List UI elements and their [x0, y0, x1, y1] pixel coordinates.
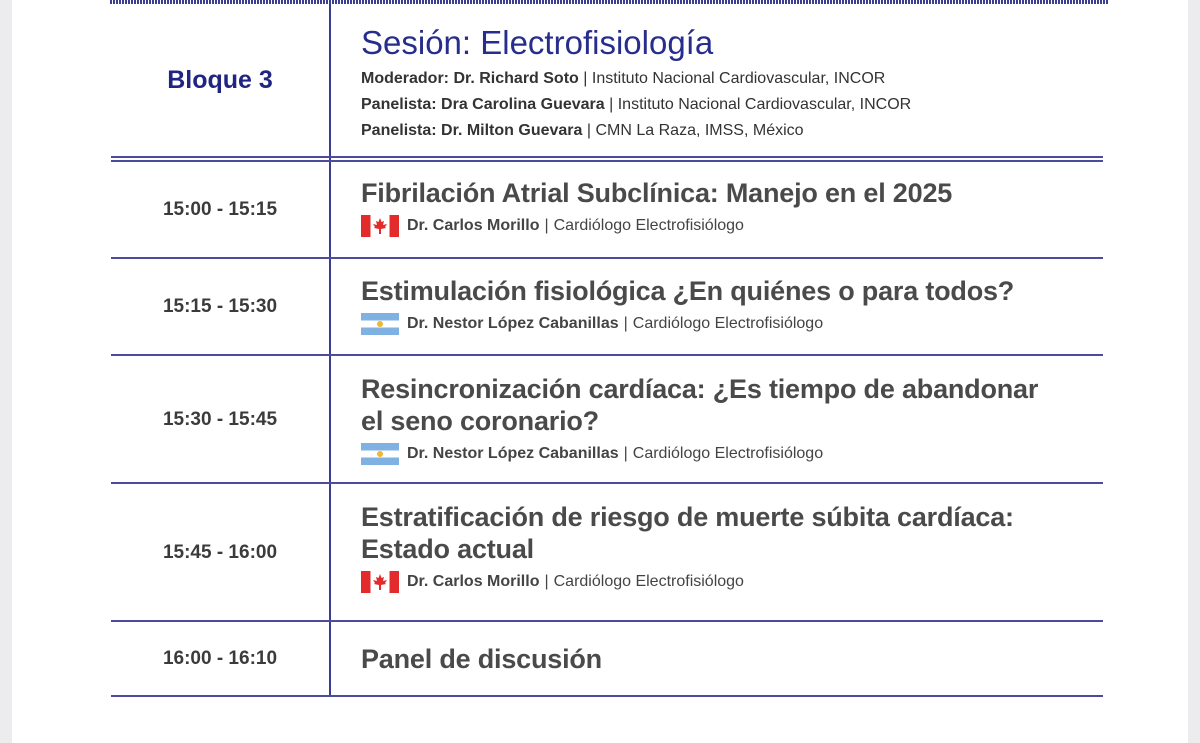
separator: | — [623, 445, 628, 462]
talk-title-line: Resincronización cardíaca: ¿Es tiempo de abandonar — [361, 374, 1039, 404]
session-title: Sesión: Electrofisiología — [361, 24, 714, 61]
talk-time: 16:00 - 16:10 — [162, 647, 278, 669]
separator: | — [609, 96, 614, 113]
speaker-line — [361, 571, 1101, 593]
speaker-line — [361, 215, 1101, 237]
person-affiliation: CMN La Raza, IMSS, México — [595, 122, 804, 139]
talk-title-line: Estado actual — [361, 534, 534, 564]
talk-row — [361, 501, 1101, 593]
argentina-flag-icon — [361, 313, 399, 335]
sun-icon — [377, 321, 383, 327]
person-affiliation: Instituto Nacional Cardiovascular, INCOR — [591, 70, 886, 87]
talk-row — [361, 177, 1101, 237]
speaker-name: Dr. Carlos Morillo — [407, 573, 540, 590]
separator: | — [586, 122, 592, 139]
person-name: Dr. Richard Soto — [453, 70, 579, 87]
canada-flag-icon — [361, 571, 399, 593]
talk-title-line: el seno coronario? — [361, 406, 599, 436]
person-affiliation: Instituto Nacional Cardiovascular, INCOR — [617, 96, 912, 113]
speaker-name: Dr. Nestor López Cabanillas — [407, 445, 619, 462]
block-label: Bloque 3 — [167, 66, 273, 94]
speaker-specialty: Cardiólogo Electrofisiólogo — [632, 445, 824, 462]
separator: | — [623, 315, 628, 332]
speaker-specialty: Cardiólogo Electrofisiólogo — [632, 315, 824, 332]
speaker-specialty: Cardiólogo Electrofisiólogo — [553, 573, 744, 590]
canada-flag-icon — [361, 215, 399, 237]
talk-time: 15:45 - 16:00 — [162, 541, 278, 563]
separator: | — [583, 70, 588, 87]
session-header — [361, 24, 1101, 144]
separator: | — [544, 217, 549, 234]
bottom-divider — [111, 695, 1103, 697]
speaker-name: Dr. Nestor López Cabanillas — [407, 315, 619, 332]
moderator-line — [361, 66, 1101, 92]
talk-time: 15:00 - 15:15 — [162, 198, 278, 220]
talk-time: 15:15 - 15:30 — [162, 295, 278, 317]
panelist-line — [361, 118, 1101, 144]
person-name: Dra Carolina Guevara — [441, 96, 605, 113]
talk-title: Fibrilación Atrial Subclínica: Manejo en el 2025 — [361, 178, 953, 208]
person-role: Moderador: — [361, 70, 449, 87]
talk-title: Estimulación fisiológica ¿En quiénes o para todos? — [361, 276, 1015, 306]
column-divider — [329, 4, 331, 696]
speaker-line — [361, 313, 1101, 335]
talk-time: 15:30 - 15:45 — [162, 408, 278, 430]
header-divider — [111, 156, 1103, 158]
talk-title: Panel de discusión — [361, 644, 602, 674]
talk-row — [361, 373, 1101, 465]
program-page — [12, 0, 1188, 743]
person-name: Dr. Milton Guevara — [441, 122, 583, 139]
talk-row — [361, 275, 1101, 335]
sun-icon — [377, 451, 383, 457]
separator: | — [544, 573, 549, 590]
speaker-specialty: Cardiólogo Electrofisiólogo — [553, 217, 744, 234]
person-role: Panelista: — [361, 122, 437, 139]
person-role: Panelista: — [361, 96, 437, 113]
panelist-line — [361, 92, 1101, 118]
speaker-name: Dr. Carlos Morillo — [407, 217, 540, 234]
talk-row — [361, 643, 1101, 675]
speaker-line — [361, 443, 1101, 465]
argentina-flag-icon — [361, 443, 399, 465]
talk-title-line: Estratificación de riesgo de muerte súbita cardíaca: — [361, 502, 1014, 532]
